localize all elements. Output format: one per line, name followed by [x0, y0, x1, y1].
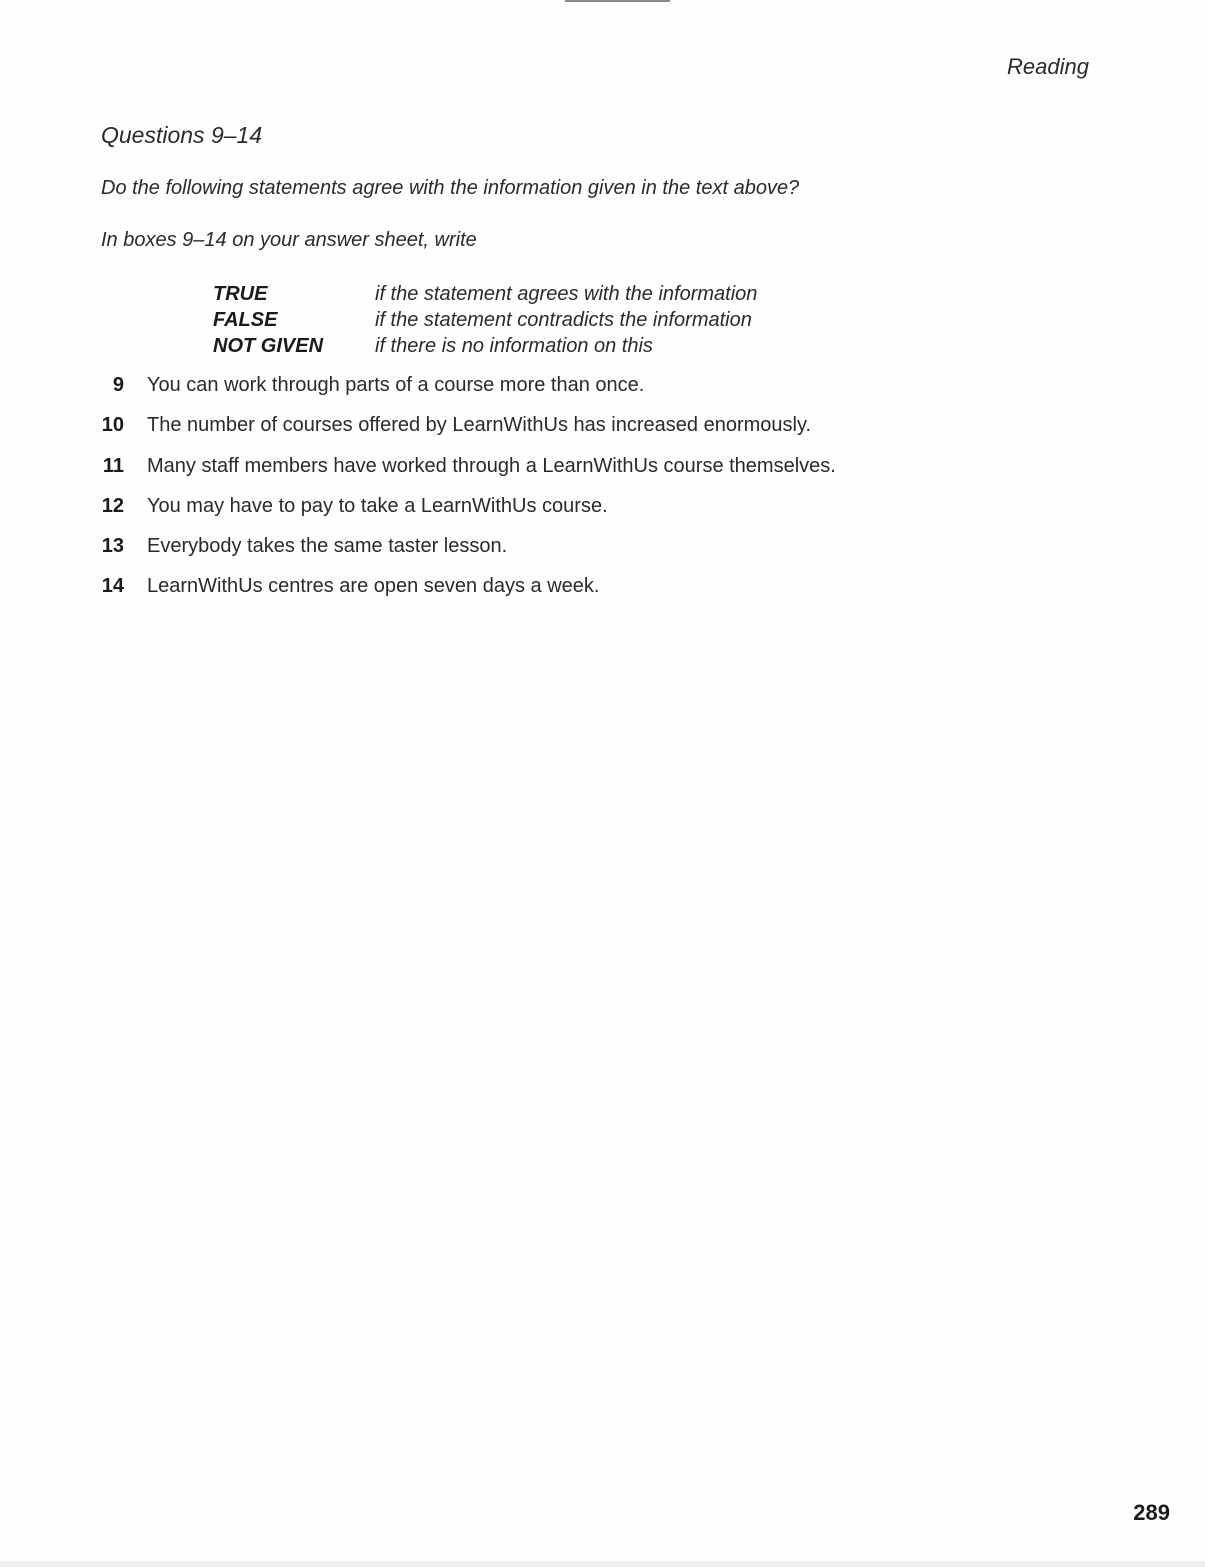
question-text: LearnWithUs centres are open seven days a week. — [147, 575, 600, 598]
legend-description: if the statement contradicts the information — [375, 309, 752, 331]
bottom-edge-shadow — [0, 1561, 1205, 1567]
legend-description: if the statement agrees with the information — [375, 283, 758, 305]
question-number: 12 — [101, 494, 124, 517]
question-text: The number of courses offered by LearnWithUs has increased enormously. — [147, 414, 812, 437]
question-item — [96, 452, 996, 492]
question-item — [96, 492, 996, 532]
instruction-text: Do the following statements agree with the information given in the text above? — [101, 177, 800, 199]
legend-key: TRUE — [213, 283, 268, 305]
question-list — [96, 371, 996, 613]
question-number: 13 — [101, 535, 124, 558]
legend-row-false — [213, 307, 757, 333]
page-number: 289 — [1133, 1500, 1170, 1525]
question-item — [96, 532, 996, 572]
answer-key-legend — [213, 281, 757, 359]
running-head: Reading — [1007, 54, 1089, 79]
legend-key: NOT GIVEN — [213, 335, 324, 357]
question-item — [96, 572, 996, 612]
instruction-text: In boxes 9–14 on your answer sheet, write — [101, 229, 477, 251]
top-edge-mark — [565, 0, 670, 2]
question-text: You may have to pay to take a LearnWithUs course. — [147, 494, 608, 517]
legend-row-true — [213, 281, 757, 307]
question-number: 9 — [112, 374, 124, 396]
question-text: Everybody takes the same taster lesson. — [147, 535, 508, 558]
question-number: 11 — [102, 454, 124, 477]
question-text: Many staff members have worked through a LearnWithUs course themselves. — [147, 454, 836, 477]
legend-key: FALSE — [213, 309, 278, 331]
question-number: 14 — [101, 575, 124, 598]
question-number: 10 — [101, 414, 124, 437]
question-item — [96, 371, 996, 411]
question-text: You can work through parts of a course more than once. — [147, 374, 645, 396]
section-title: Questions 9–14 — [101, 122, 263, 148]
legend-description: if there is no information on this — [375, 335, 653, 357]
legend-row-not-given — [213, 333, 757, 359]
question-item — [96, 411, 996, 451]
